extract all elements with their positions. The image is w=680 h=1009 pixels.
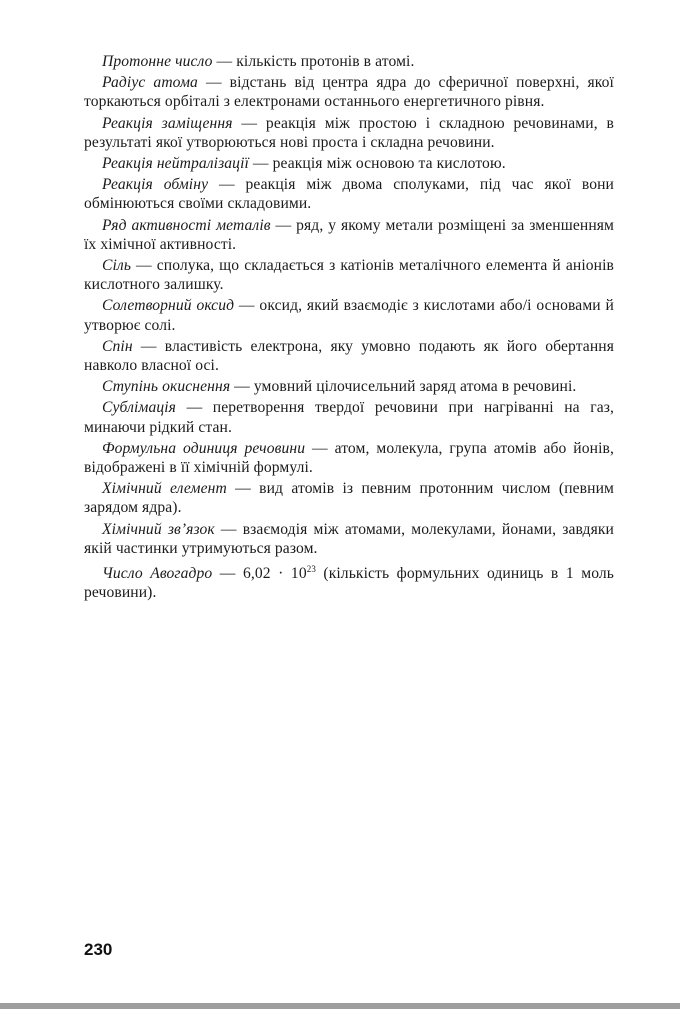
avogadro-value: 6,02 · 10: [242, 565, 307, 583]
glossary-entry: [84, 520, 614, 558]
glossary-definition: — властивість електрона, яку умовно подають як його обертання навколо власної осі.: [84, 337, 614, 375]
glossary-entry: [84, 479, 614, 517]
page-bottom-rule: [0, 1003, 680, 1009]
glossary-definition: — ряд, у якому метали розміщені за зменшенням їх хімічної активності.: [84, 216, 614, 253]
glossary-term: Протонне число: [102, 53, 213, 70]
glossary-definition: — взаємодія між атомами, молекулами, йонами, завдяки якій частинки утримуються разом.: [84, 520, 614, 557]
glossary-entry: [84, 337, 614, 375]
avogadro-exponent: 23: [306, 564, 316, 575]
glossary-definition: — оксид, який взаємодіє з кислотами або/і основами й утворює солі.: [84, 297, 614, 334]
glossary-definition: — умовний цілочисельний заряд атома в речовині.: [230, 378, 577, 396]
glossary-term: Хімічний зв’язок: [102, 520, 215, 538]
glossary-definition: — атом, молекула, група атомів або йонів, відображені в її хімічній формулі.: [84, 439, 614, 477]
glossary-definition: — реакція між двома сполуками, під час якої вони обмінюються своїми складовими.: [84, 176, 614, 213]
glossary-entry: [84, 296, 614, 334]
glossary-entry-avogadro: [84, 560, 614, 603]
glossary-entry: [84, 398, 614, 436]
glossary-definition: — реакція між простою і складною речовинами, в результаті якої утворюються нові проста і складна речовини.: [84, 114, 614, 151]
glossary-entry: [84, 73, 614, 111]
glossary-list: [84, 52, 614, 605]
glossary-definition: (кількість формульних одиниць в 1 моль речовини).: [84, 565, 614, 602]
glossary-term: Ступінь окиснення: [102, 378, 231, 396]
glossary-term: Реакція обміну: [102, 176, 209, 194]
glossary-entry: [84, 377, 614, 396]
glossary-entry: [84, 154, 614, 173]
glossary-term: Число Авогадро: [102, 565, 213, 583]
glossary-definition: — сполука, що складається з катіонів металічного елемента й аніонів кислотного залишку.: [84, 257, 614, 294]
glossary-entry: [84, 439, 614, 477]
glossary-entry: [84, 52, 614, 71]
glossary-term: Сублімація: [102, 399, 177, 417]
glossary-term: Солетворний оксид: [102, 297, 235, 315]
glossary-term: Реакція нейтралізації: [102, 155, 249, 173]
glossary-dash: —: [212, 565, 243, 583]
glossary-term: Формульна одиниця речовини: [102, 439, 306, 457]
glossary-term: Спін: [102, 337, 133, 355]
glossary-definition: — реакція між основою та кислотою.: [248, 155, 506, 173]
glossary-definition: — відстань від центра ядра до сферичної поверхні, якої торкаються орбіталі з електронами останнього енергетичного рівня.: [84, 74, 614, 111]
glossary-term: Хімічний елемент: [102, 480, 227, 498]
page-number: 230: [84, 940, 113, 959]
glossary-term: Реакція заміщення: [102, 114, 233, 132]
glossary-entry: [84, 114, 614, 152]
glossary-entry: [84, 216, 614, 254]
glossary-definition: — вид атомів із певним протонним числом (певним зарядом ядра).: [84, 480, 614, 517]
glossary-entry: [84, 175, 614, 213]
glossary-definition: — кількість протонів в атомі.: [212, 53, 415, 70]
glossary-definition: — перетворення твердої речовини при нагріванні на газ, минаючи рідкий стан.: [84, 399, 614, 436]
glossary-term: Ряд активності металів: [102, 216, 271, 234]
glossary-term: Сіль: [102, 257, 132, 275]
glossary-term: Радіус атома: [102, 74, 198, 92]
glossary-entry: [84, 256, 614, 294]
